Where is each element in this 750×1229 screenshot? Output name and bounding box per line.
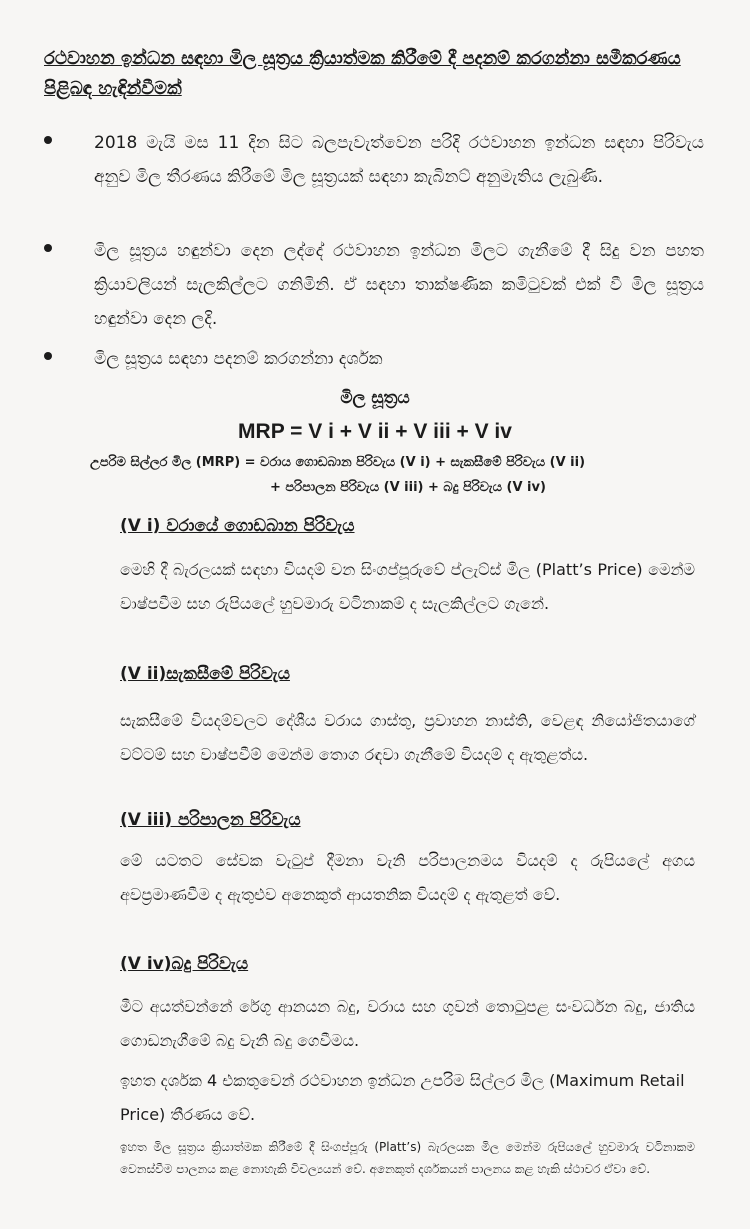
section-body-v-i: මෙහි දී බැරලයක් සඳහා වියදම් වන සිංගප්පූරුවේ ප්ලැට්ස් මිල (Platt’s Price) මෙන්ම වාෂ්පවීම සහ රුපියලේ හුවමාරු වටිනාකම් ද සැලකිල්ලට ගැනේ. <box>120 560 695 613</box>
bullet-text-2: මිල සූත්‍රය හඳුන්වා දෙන ලද්දේ රථවාහන ඉන්ධන මිලට ගැනීමේ දී සිදු වන පහත ක්‍රියාවලියන් සැලකිල්ලට ගනිමිනි. ඒ සඳහා තාක්ෂණික කමිටුවක් එක් වී මිල සූත්‍රය හඳුන්වා දෙන ලදි. <box>94 241 704 329</box>
formula-explanation-line-1: උපරිම සිල්ලර මිල (MRP) = වරාය ගොඩබාන පිරිවැය (V i) + සැකසීමේ පිරිවැය (V ii) <box>90 455 586 470</box>
bullet-icon <box>44 136 52 144</box>
bullet-item-1 <box>44 126 704 194</box>
document-title: රථවාහන ඉන්ධන සඳහා මිල සූත්‍රය ක්‍රියාත්මක කිරීමේ දී පදනම් කරගන්නා සමීකරණය පිළිබඳ හැඳින්වීමක් <box>44 48 681 99</box>
section-heading-v-i: (V i) වරායේ ගොඩබාන පිරිවැය <box>120 516 355 536</box>
section-heading-v-iv: (V iv)බදු පිරිවැය <box>120 954 249 974</box>
bullet-icon <box>44 352 52 360</box>
formula-explanation-line-2: + පරිපාලන පිරිවැය (V iii) + බදු පිරිවැය (V iv) <box>270 480 546 495</box>
conclusion-paragraph: ඉහත දර්ශක 4 එකතුවෙන් රථවාහන ඉන්ධන උපරිම සිල්ලර මිල (Maximum Retail Price) තීරණය වේ. <box>120 1071 685 1124</box>
bullet-icon <box>44 244 52 252</box>
section-body-v-ii: සැකසීමේ වියදම්වලට දේශීය වරාය ගාස්තු, ප්‍රවාහන නාස්ති, වෙළඳ නියෝජිතයාගේ වට්ටම් සහ වාෂ්පවීම් මෙන්ම තොග රඳවා ගැනීමේ වියදම් ද ඇතුළත්ය. <box>120 711 695 764</box>
footnote: ඉහත මිල සූත්‍රය ක්‍රියාත්මක කිරීමේ දී සිංගප්පූරු (Platt’s) බැරලයක මිල මෙන්ම රුපියලේ හුවමාරු වටිනාකම වෙනස්වීම පාලනය කළ නොහැකි විචල්‍යයන් වේ. අනෙකුත් දර්ශකයන් පාලනය කළ හැකි ස්ථාවර ඒවා වේ. <box>120 1140 695 1176</box>
section-body-v-iii: මේ යටතට සේවක වැටුප් දීමනා වැනි පරිපාලනමය වියදම් ද රුපියලේ අගය අවප්‍රමාණවීම ද ඇතුළුව අනෙකුත් ආයතනික වියදම් ද ඇතුළත් වේ. <box>120 851 695 904</box>
bullet-text-3: මිල සූත්‍රය සඳහා පදනම් කරගන්නා දර්ශක <box>94 349 383 369</box>
bullet-item-3 <box>44 342 704 376</box>
formula-title: මිල සූත්‍රය <box>340 388 410 408</box>
section-heading-v-ii: (V ii)සැකසීමේ පිරිවැය <box>120 664 290 684</box>
section-body-v-iv: මීට අයත්වන්නේ රේගු ආනයන බදු, වරාය සහ ගුවන් තොටුපළ සංවර්ධන බදු, ජාතිය ගොඩනැගීමේ බදු වැනි බදු ගෙවීමය. <box>120 997 695 1050</box>
bullet-text-1: 2018 මැයි මස 11 දින සිට බලපැවැත්වෙන පරිදි රථවාහන ඉන්ධන සඳහා පිරිවැය අනුව මිල තීරණය කිරීමේ මිල සූත්‍රයක් සඳහා කැබිනට් අනුමැතිය ලැබුණි. <box>94 133 704 187</box>
formula-equation: MRP = V i + V ii + V iii + V iv <box>238 420 512 443</box>
section-heading-v-iii: (V iii) පරිපාලන පිරිවැය <box>120 810 301 830</box>
bullet-item-2 <box>44 234 704 336</box>
